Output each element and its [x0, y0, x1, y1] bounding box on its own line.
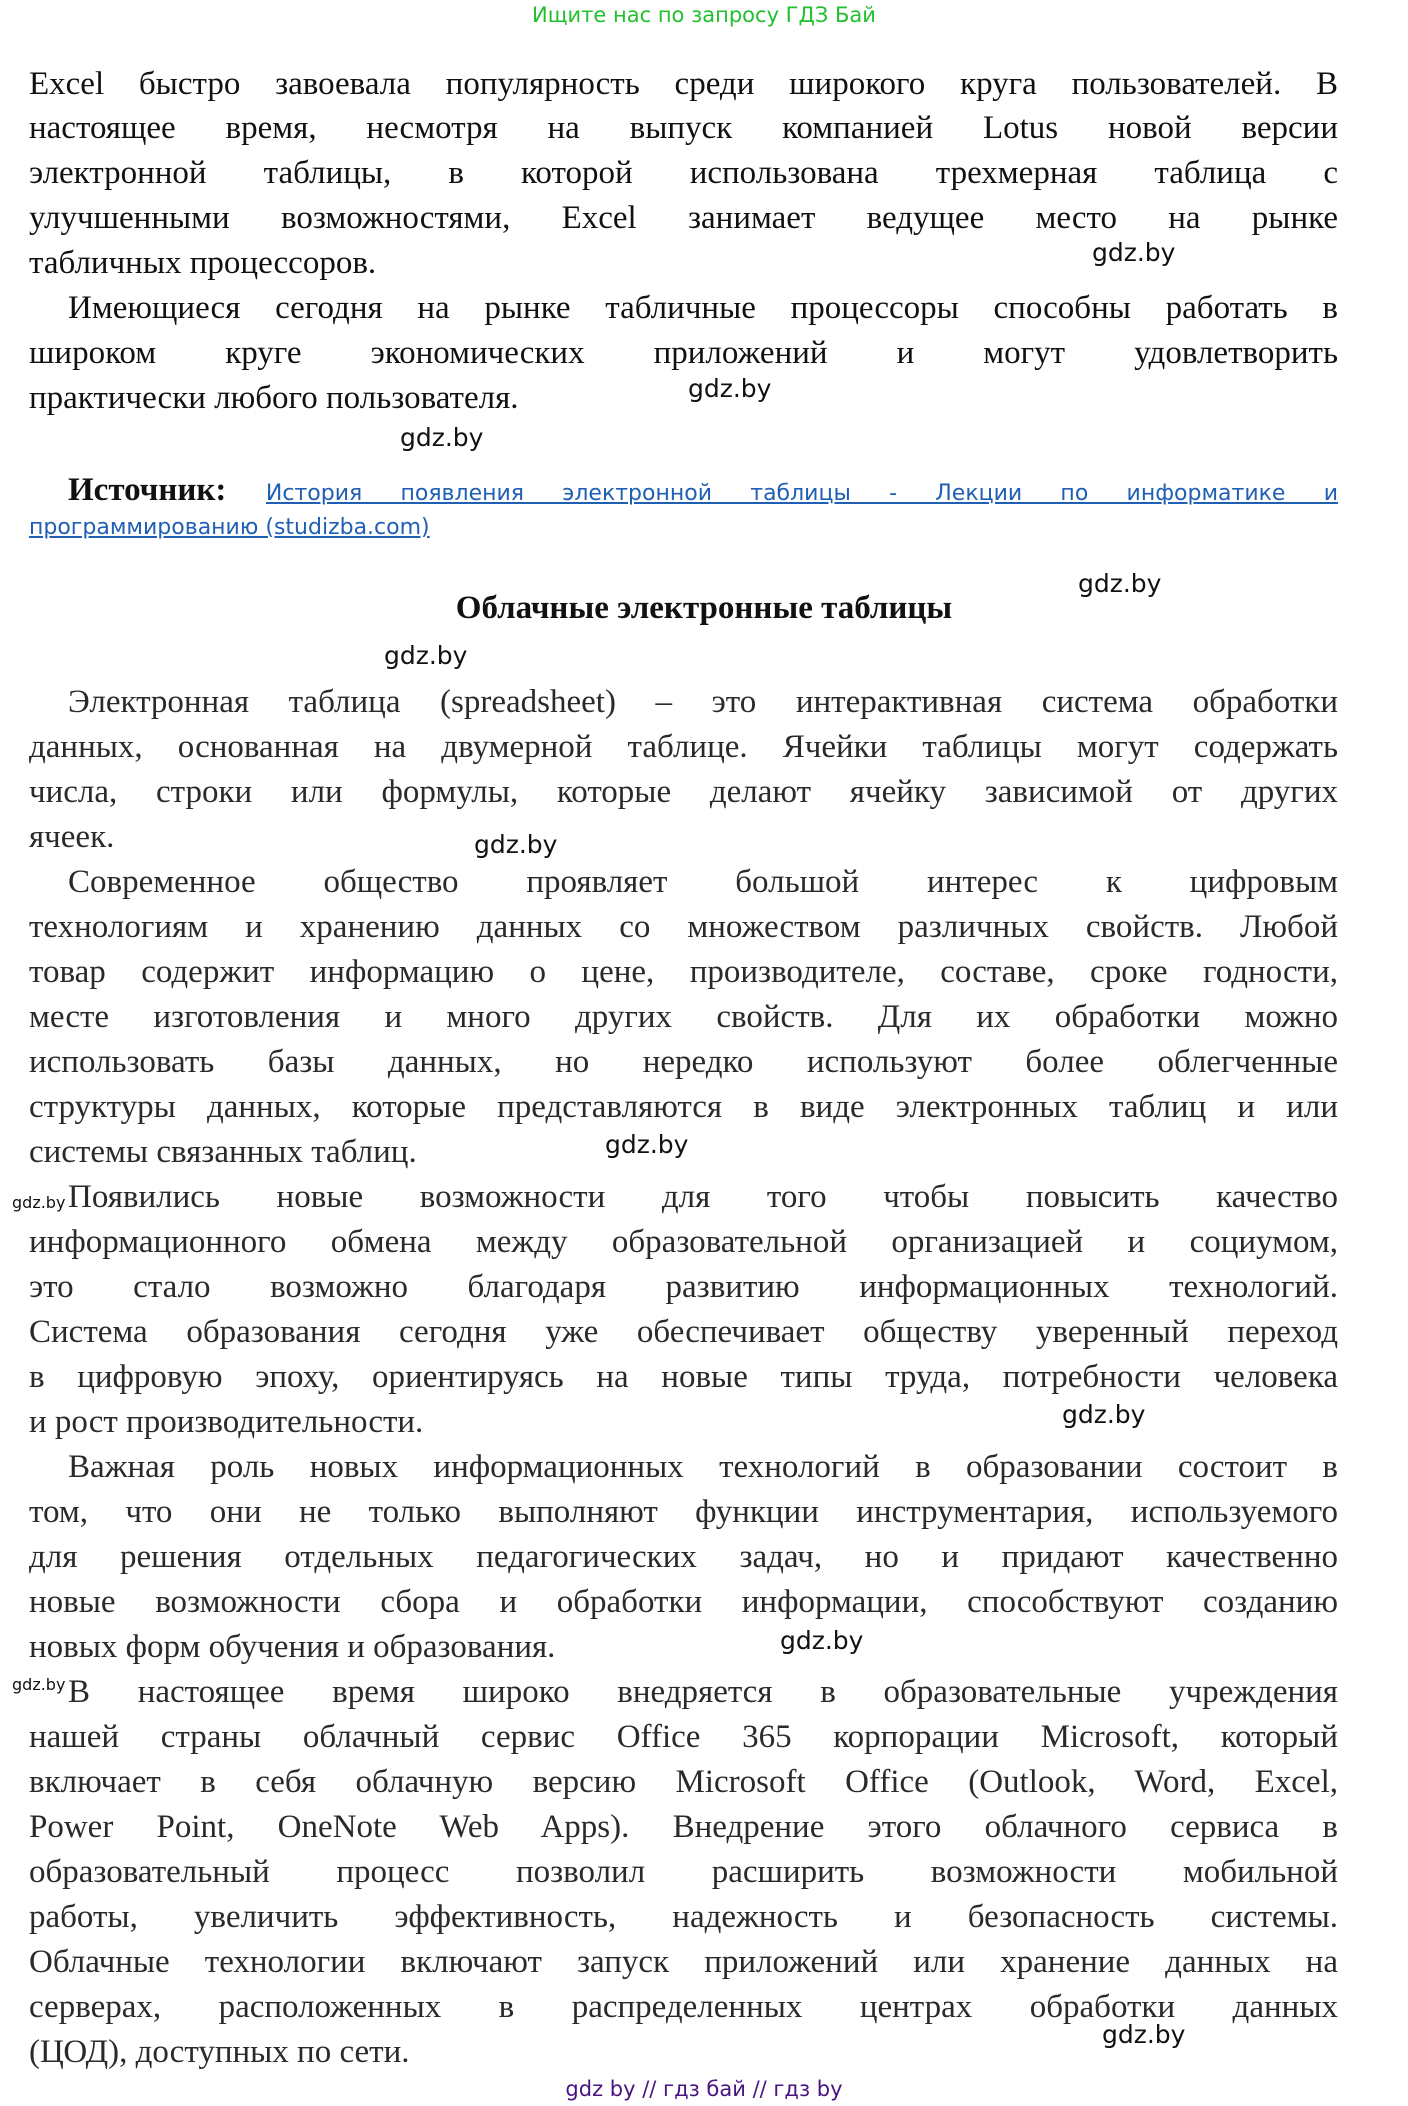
text-line: серверах, расположенных в распределенных центрах обработки данных	[29, 1989, 1338, 2025]
text-line: товар содержит информацию о цене, производителе, составе, сроке годности,	[29, 954, 1338, 990]
text-line: (ЦОД), доступных по сети.	[29, 2034, 410, 2070]
text-line: электронной таблицы, в которой использована трехмерная таблица с	[29, 155, 1338, 191]
text-line: нашей страны облачный сервис Office 365 корпорации Microsoft, который	[29, 1719, 1338, 1755]
source-line	[68, 468, 1338, 516]
watermark: gdz.by	[605, 1130, 689, 1159]
text-line: и рост производительности.	[29, 1404, 424, 1440]
text-line: использовать базы данных, но нередко используют более облегченные	[29, 1044, 1338, 1080]
search-banner: Ищите нас по запросу ГДЗ Бай	[532, 3, 876, 27]
watermark: gdz.by	[1092, 238, 1176, 267]
text-line: новых форм обучения и образования.	[29, 1629, 556, 1665]
watermark: gdz.by	[780, 1626, 864, 1655]
text-line: образовательный процесс позволил расширить возможности мобильной	[29, 1854, 1338, 1890]
text-line: для решения отдельных педагогических задач, но и придают качественно	[29, 1539, 1338, 1575]
text-line: табличных процессоров.	[29, 245, 377, 281]
watermark: gdz.by	[688, 374, 772, 403]
watermark: gdz.by	[384, 641, 468, 670]
text-line: Power Point, OneNote Web Apps). Внедрение этого облачного сервиса в	[29, 1809, 1338, 1845]
text-line: Появились новые возможности для того чтобы повысить качество	[68, 1179, 1338, 1215]
text-line: ячеек.	[29, 819, 115, 855]
footer-links: gdz by // гдз бай // гдз by	[565, 2077, 843, 2101]
text-line: Облачные технологии включают запуск приложений или хранение данных на	[29, 1944, 1338, 1980]
text-line: информационного обмена между образовательной организацией и социумом,	[29, 1224, 1338, 1260]
text-line: Современное общество проявляет большой интерес к цифровым	[68, 864, 1338, 900]
text-line: месте изготовления и много других свойств. Для их обработки можно	[29, 999, 1338, 1035]
text-line: практически любого пользователя.	[29, 380, 519, 416]
watermark: gdz.by	[12, 1193, 66, 1212]
text-line: Имеющиеся сегодня на рынке табличные процессоры способны работать в	[68, 290, 1338, 326]
text-line: это стало возможно благодаря развитию информационных технологий.	[29, 1269, 1338, 1305]
watermark: gdz.by	[1078, 569, 1162, 598]
source-label: Источник:	[68, 472, 227, 508]
source-link-continued[interactable]: программированию (studizba.com)	[29, 515, 430, 540]
text-line: улучшенными возможностями, Excel занимает ведущее место на рынке	[29, 200, 1338, 236]
text-line: системы связанных таблиц.	[29, 1134, 417, 1170]
text-line: В настоящее время широко внедряется в образовательные учреждения	[68, 1674, 1338, 1710]
text-line: настоящее время, несмотря на выпуск компанией Lotus новой версии	[29, 110, 1338, 146]
text-line: Важная роль новых информационных технологий в образовании состоит в	[68, 1449, 1338, 1485]
text-line: в цифровую эпоху, ориентируясь на новые типы труда, потребности человека	[29, 1359, 1338, 1395]
text-line: Excel быстро завоевала популярность среди широкого круга пользователей. В	[29, 66, 1338, 102]
text-line: структуры данных, которые представляются в виде электронных таблиц и или	[29, 1089, 1338, 1125]
watermark: gdz.by	[1102, 2020, 1186, 2049]
watermark: gdz.by	[400, 423, 484, 452]
source-link[interactable]: История появления электронной таблицы - Лекции по информатике и	[265, 481, 1339, 506]
watermark: gdz.by	[12, 1675, 66, 1694]
text-line: Система образования сегодня уже обеспечивает обществу уверенный переход	[29, 1314, 1338, 1350]
section-heading: Облачные электронные таблицы	[455, 590, 953, 626]
text-line: данных, основанная на двумерной таблице. Ячейки таблицы могут содержать	[29, 729, 1338, 765]
text-line: Электронная таблица (spreadsheet) – это интерактивная система обработки	[68, 684, 1338, 720]
watermark: gdz.by	[474, 830, 558, 859]
text-line: широком круге экономических приложений и могут удовлетворить	[29, 335, 1338, 371]
text-line: числа, строки или формулы, которые делают ячейку зависимой от других	[29, 774, 1338, 810]
text-line: новые возможности сбора и обработки информации, способствуют созданию	[29, 1584, 1338, 1620]
text-line: технологиям и хранению данных со множеством различных свойств. Любой	[29, 909, 1338, 945]
text-line: работы, увеличить эффективность, надежность и безопасность системы.	[29, 1899, 1338, 1935]
watermark: gdz.by	[1062, 1400, 1146, 1429]
text-line: включает в себя облачную версию Microsoft Office (Outlook, Word, Excel,	[29, 1764, 1338, 1800]
text-line: том, что они не только выполняют функции инструментария, используемого	[29, 1494, 1338, 1530]
